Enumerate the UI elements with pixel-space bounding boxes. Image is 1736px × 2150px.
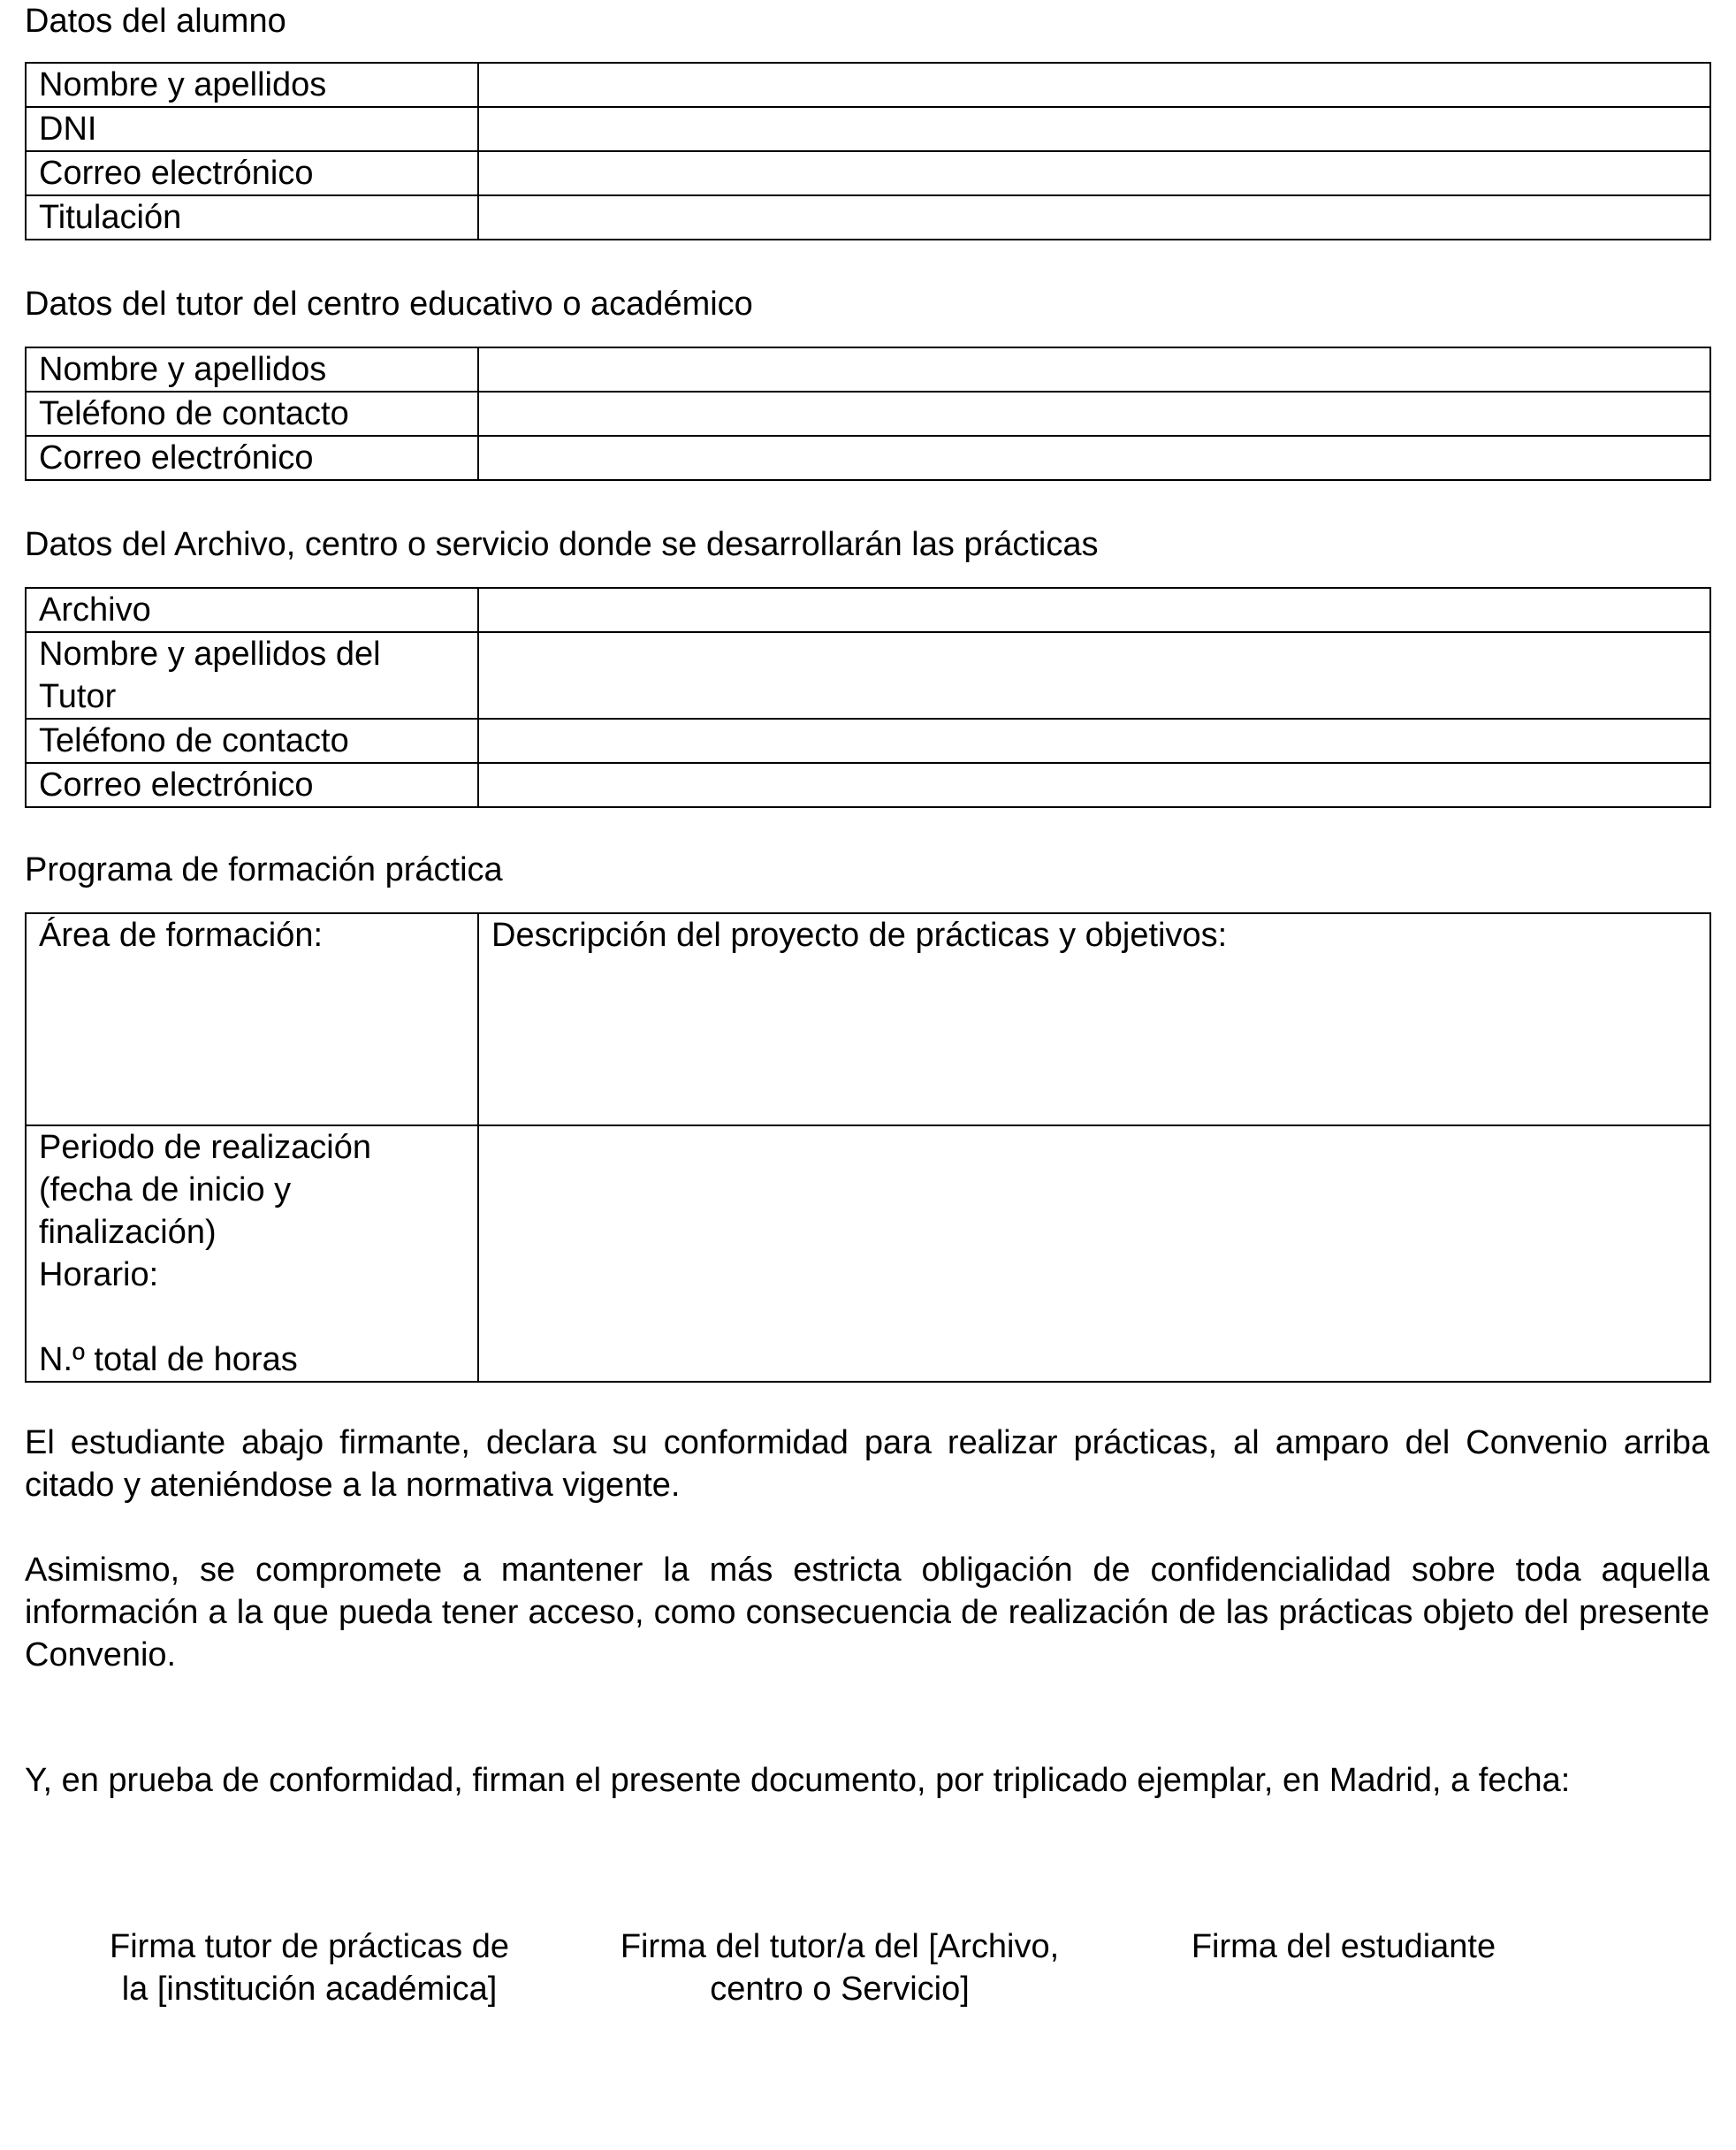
table-row [26,763,1710,807]
table-row [26,913,1710,1125]
table-row [26,195,1710,240]
academic-tutor-email-field[interactable] [478,436,1710,480]
declaration-paragraph-2: Asimismo, se compromete a mantener la más estricta obligación de confidencialidad sobre toda aquella información a la que pueda tener acceso, como consecuencia de realización de las prácticas objeto del presente Convenio. [25,1552,1709,1673]
training-area-field[interactable]: Área de formación: [26,913,478,1125]
table-row [26,719,1710,763]
table-row [26,151,1710,195]
archive-email-field[interactable] [478,763,1710,807]
archive-name-label: Archivo [26,588,478,632]
table-row [26,392,1710,436]
table-row [26,588,1710,632]
period-label: Periodo de realización (fecha de inicio y finalización) Horario: N.º total de horas [26,1125,478,1382]
academic-tutor-phone-label: Teléfono de contacto [26,392,478,436]
academic-tutor-name-field[interactable] [478,347,1710,392]
program-section-title: Programa de formación práctica [25,851,503,888]
table-row [26,1125,1710,1382]
student-dni-label: DNI [26,107,478,151]
student-dni-field[interactable] [478,107,1710,151]
signature-archive-tutor: Firma del tutor/a del [Archivo, centro o Servicio] [620,1928,1060,2008]
student-degree-field[interactable] [478,195,1710,240]
declaration-paragraph-1: El estudiante abajo firmante, declara su conformidad para realizar prácticas, al amparo del Convenio arriba citado y ateniéndose a la normativa vigente. [25,1424,1709,1504]
academic-tutor-name-label: Nombre y apellidos [26,347,478,392]
archive-tutor-name-label: Nombre y apellidos del Tutor [26,632,478,719]
table-row [26,347,1710,392]
student-degree-label: Titulación [26,195,478,240]
period-field[interactable] [478,1125,1710,1382]
student-section-title: Datos del alumno [25,3,286,40]
closing-statement: Y, en prueba de conformidad, firman el presente documento, por triplicado ejemplar, en Madrid, a fecha: [25,1762,1571,1799]
student-data-table [25,62,1711,240]
student-name-field[interactable] [478,63,1710,107]
table-row [26,63,1710,107]
academic-tutor-section-title: Datos del tutor del centro educativo o académico [25,286,753,323]
academic-tutor-email-label: Correo electrónico [26,436,478,480]
program-table [25,912,1711,1383]
archive-phone-field[interactable] [478,719,1710,763]
archive-section-title: Datos del Archivo, centro o servicio donde se desarrollarán las prácticas [25,526,1099,563]
project-description-field[interactable]: Descripción del proyecto de prácticas y objetivos: [478,913,1710,1125]
archive-name-field[interactable] [478,588,1710,632]
table-row [26,107,1710,151]
archive-email-label: Correo electrónico [26,763,478,807]
archive-table [25,587,1711,808]
student-email-field[interactable] [478,151,1710,195]
academic-tutor-table [25,347,1711,481]
student-name-label: Nombre y apellidos [26,63,478,107]
signature-academic-tutor: Firma tutor de prácticas de la [institución académica] [110,1928,509,2008]
table-row [26,632,1710,719]
signature-student: Firma del estudiante [1191,1928,1496,1965]
student-email-label: Correo electrónico [26,151,478,195]
table-row [26,436,1710,480]
archive-phone-label: Teléfono de contacto [26,719,478,763]
archive-tutor-name-field[interactable] [478,632,1710,719]
academic-tutor-phone-field[interactable] [478,392,1710,436]
